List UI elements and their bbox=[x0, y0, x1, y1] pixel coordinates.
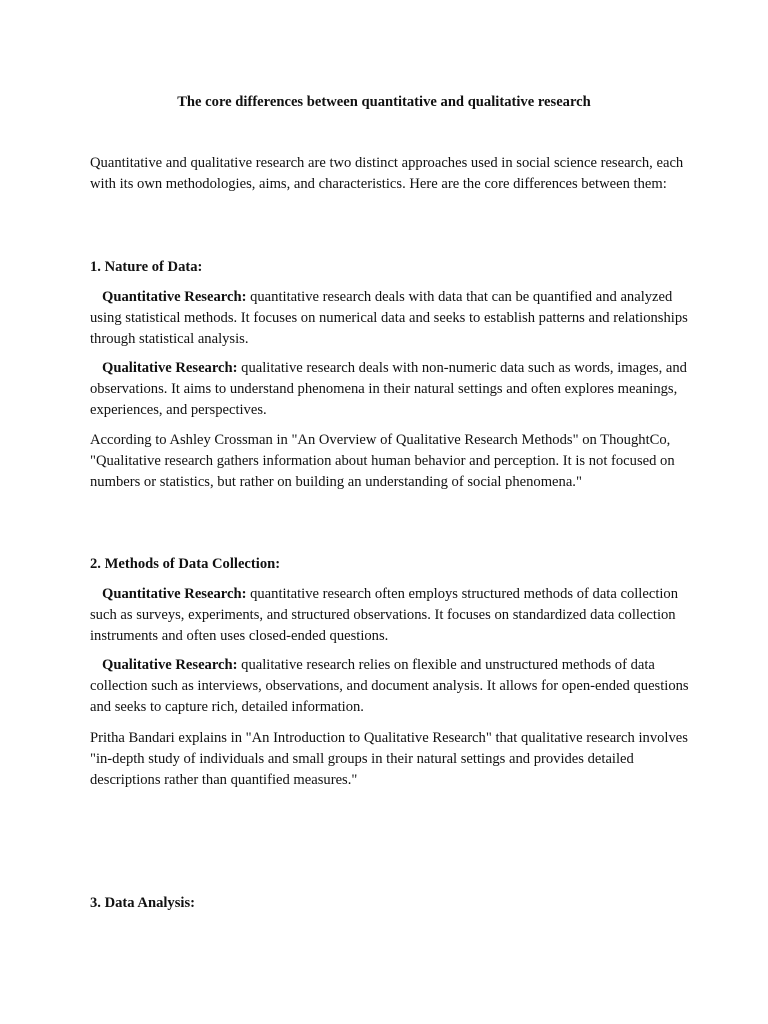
section-heading-methods-of-data-collection: 2. Methods of Data Collection: bbox=[90, 556, 281, 572]
intro-paragraph: Quantitative and qualitative research are two distinct approaches used in social science research, each with its own methodologies, aims, and characteristics. Here are the core differences between them: bbox=[90, 155, 684, 192]
section1-quantitative-paragraph bbox=[90, 287, 690, 349]
section2-qualitative-paragraph bbox=[90, 655, 690, 717]
section2-quote-paragraph: Pritha Bandari explains in "An Introduction to Qualitative Research" that qualitative research involves "in-depth study of individuals and small groups in their natural settings and provides detailed descriptions rather than quantified measures." bbox=[90, 730, 688, 788]
document-title: The core differences between quantitative and qualitative research bbox=[177, 94, 591, 110]
qualitative-text: qualitative research deals with non-numeric data such as words, images, and observations. It aims to understand phenomena in their natural settings and often explores meanings, experiences, and perspectives. bbox=[90, 360, 687, 418]
qualitative-label: Qualitative Research: bbox=[102, 657, 238, 673]
section1-qualitative-paragraph bbox=[90, 358, 690, 420]
quantitative-label: Quantitative Research: bbox=[102, 289, 247, 305]
section-heading-nature-of-data: 1. Nature of Data: bbox=[90, 259, 203, 275]
qualitative-text: qualitative research relies on flexible and unstructured methods of data collection such as interviews, observations, and document analysis. It allows for open-ended questions and seeks to capture rich, detailed information. bbox=[90, 657, 689, 715]
quantitative-text: quantitative research often employs structured methods of data collection such as surveys, experiments, and structured observations. It focuses on standardized data collection instruments and often uses closed-ended questions. bbox=[90, 586, 679, 644]
qualitative-label: Qualitative Research: bbox=[102, 360, 238, 376]
section-heading-data-analysis: 3. Data Analysis: bbox=[90, 895, 196, 911]
quantitative-text: quantitative research deals with data that can be quantified and analyzed using statistical methods. It focuses on numerical data and seeks to establish patterns and relationships through statistical analysis. bbox=[90, 289, 688, 347]
quantitative-label: Quantitative Research: bbox=[102, 586, 247, 602]
section2-quantitative-paragraph bbox=[90, 584, 690, 646]
section1-quote-paragraph: According to Ashley Crossman in "An Overview of Qualitative Research Methods" on ThoughtCo, "Qualitative research gathers information about human behavior and perception. It is not focused on numbers or statistics, but rather on building an understanding of social phenomena." bbox=[90, 432, 675, 490]
